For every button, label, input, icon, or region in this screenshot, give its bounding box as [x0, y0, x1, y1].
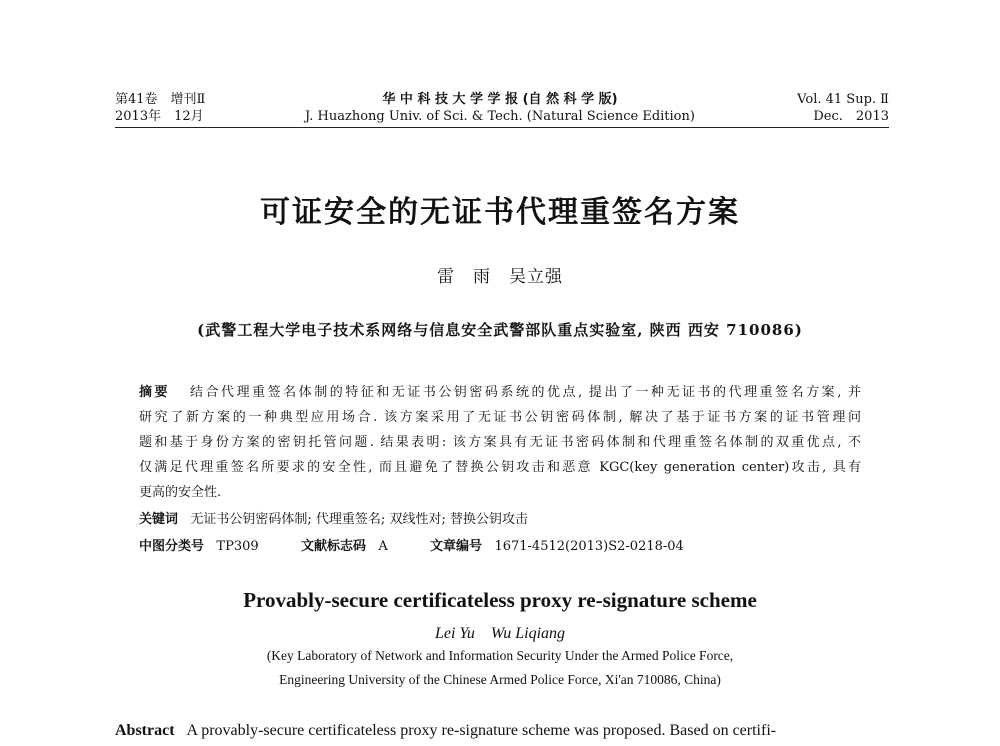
abstract-cn — [139, 380, 861, 505]
authors-en: Lei Yu Wu Liqiang — [434, 625, 566, 642]
title-cn: 可证安全的无证书代理重签名方案 — [260, 195, 740, 230]
keywords-cn-label: 关键词 — [139, 512, 179, 527]
affiliation-cn: (武警工程大学电子技术系网络与信息安全武警部队重点实验室, 陕西 西安 710086) — [197, 321, 803, 339]
abstract-cn-line-1: 摘要 结合代理重签名体制的特征和无证书公钥密码系统的优点, 提出了一种无证书的代理重签名方案, 并 — [139, 385, 861, 400]
header-volume-en: Vol. 41 Sup. Ⅱ — [797, 92, 889, 107]
keywords-cn — [139, 508, 528, 527]
article-number-label: 文章编号 — [430, 539, 483, 554]
clc-value: TP309 — [216, 539, 259, 554]
authors-cn: 雷 雨 吴立强 — [437, 267, 563, 287]
header-date-left: 2013年 12月 — [115, 109, 204, 124]
abstract-cn-line-4: 仅满足代理重签名所要求的安全性, 而且避免了替换公钥攻击和恶意 KGC(key generation center)攻击, 具有 — [139, 460, 861, 475]
header-volume-issue: 第41卷 增刊Ⅱ — [115, 92, 206, 107]
doc-code-value: A — [378, 539, 388, 554]
abstract-en-text: A provably-secure certificateless proxy re-signature scheme was proposed. Based on certifi- — [186, 722, 777, 739]
abstract-cn-line-2: 研究了新方案的一种典型应用场合. 该方案采用了无证书公钥密码体制, 解决了基于证书方案的证书管理问 — [139, 410, 861, 425]
header-journal-name-cn: 华 中 科 技 大 学 学 报 (自 然 科 学 版) — [382, 92, 618, 107]
clc-label: 中图分类号 — [139, 539, 205, 554]
abstract-cn-line-5: 更高的安全性. — [139, 485, 222, 500]
header-journal-name-en: J. Huazhong Univ. of Sci. & Tech. (Natural Science Edition) — [305, 109, 695, 124]
affiliation-en-line-2: Engineering University of the Chinese Armed Police Force, Xi'an 710086, China) — [279, 672, 721, 687]
abstract-cn-label: 摘要 — [139, 385, 171, 400]
header-rule — [115, 127, 889, 128]
abstract-cn-line-3: 题和基于身份方案的密钥托管问题. 结果表明: 该方案具有无证书密码体制和代理重签名体制的双重优点, 不 — [139, 435, 861, 450]
doc-code-label: 文献标志码 — [300, 539, 366, 554]
title-en: Provably-secure certificateless proxy re-signature scheme — [243, 588, 757, 612]
abstract-en-label: Abstract — [115, 722, 175, 739]
affiliation-en-line-1: (Key Laboratory of Network and Information Security Under the Armed Police Force, — [266, 648, 734, 663]
keywords-cn-text: 无证书公钥密码体制; 代理重签名; 双线性对; 替换公钥攻击 — [190, 512, 528, 527]
classification-line — [139, 535, 684, 554]
article-number-value: 1671-4512(2013)S2-0218-04 — [494, 539, 684, 554]
header-date-right: Dec. 2013 — [813, 109, 889, 124]
abstract-en — [115, 722, 889, 740]
